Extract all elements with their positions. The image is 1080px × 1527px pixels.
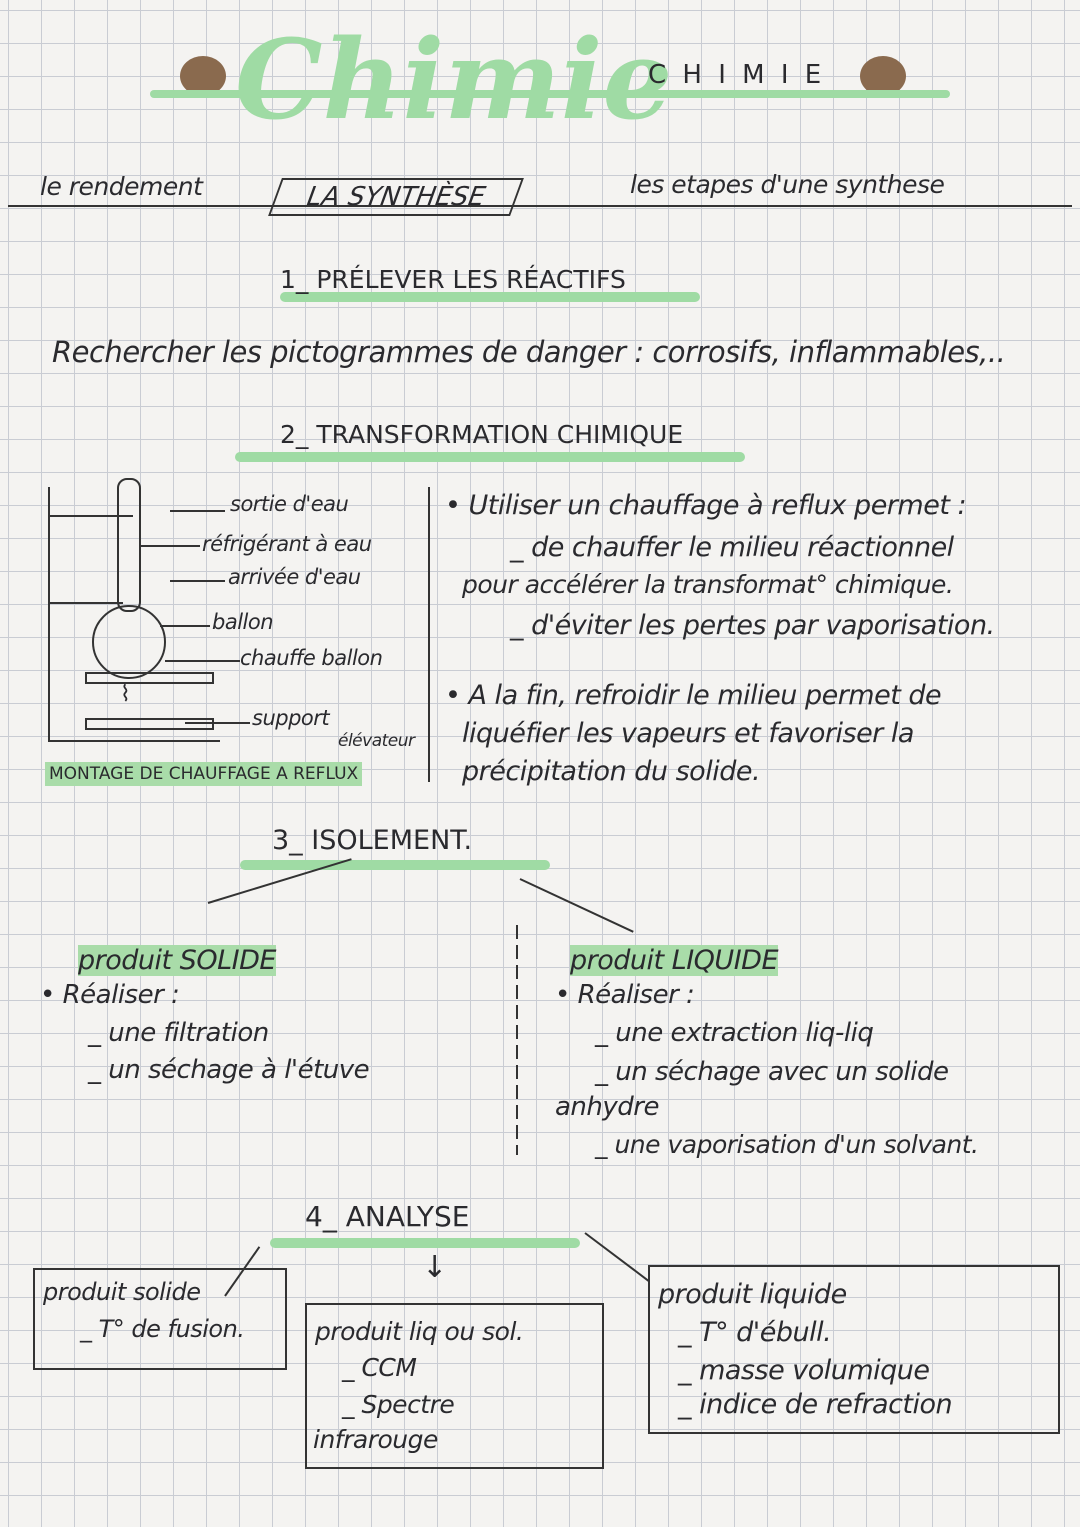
- s4-highlight: [270, 1238, 580, 1248]
- liquid-line: anhydre: [555, 1092, 659, 1122]
- header-right: les etapes d'une synthese: [630, 170, 945, 199]
- s3-heading: 3_ ISOLEMENT.: [272, 825, 473, 856]
- label-sortie: sortie d'eau: [230, 492, 349, 516]
- liquid-line: _ une extraction liq-liq: [595, 1018, 874, 1048]
- s2-line: liquéfier les vapeurs et favoriser la: [462, 718, 914, 749]
- analysis-box-liq-sol: [305, 1303, 604, 1469]
- liquid-line: _ une vaporisation d'un solvant.: [595, 1130, 979, 1159]
- s3-divider: [516, 925, 518, 1155]
- s1-text: Rechercher les pictogrammes de danger : corrosifs, inflammables,..: [52, 335, 1006, 369]
- solid-line: • Réaliser :: [40, 980, 180, 1010]
- s2-line: précipitation du solide.: [462, 756, 761, 787]
- analysis-box-solid: [33, 1268, 287, 1370]
- s3-highlight: [240, 860, 550, 870]
- box-line: _ indice de refraction: [678, 1389, 953, 1420]
- box-line: _ T° d'ébull.: [678, 1317, 832, 1348]
- label-ballon: ballon: [212, 610, 274, 634]
- header-center: LA SYNTHÈSE: [268, 178, 524, 216]
- label-chauffe: chauffe ballon: [240, 646, 383, 670]
- diagram-caption: MONTAGE DE CHAUFFAGE A REFLUX: [45, 762, 362, 786]
- label-elevateur: élévateur: [338, 731, 415, 751]
- header-rule: [8, 205, 1072, 207]
- label-support: support: [252, 706, 330, 730]
- heater: [85, 672, 214, 684]
- spring-icon: ⌇: [120, 682, 131, 707]
- box-line: _ T° de fusion.: [80, 1315, 245, 1343]
- box-line: _ CCM: [342, 1353, 417, 1382]
- liquid-title: produit LIQUIDE: [570, 945, 779, 976]
- label-refrigerant: réfrigérant à eau: [202, 532, 372, 556]
- analysis-box-liquid: [648, 1265, 1060, 1434]
- solid-line: _ une filtration: [88, 1018, 269, 1048]
- solid-title: produit SOLIDE: [78, 945, 276, 976]
- s4-heading: 4_ ANALYSE: [305, 1200, 470, 1233]
- s2-divider: [428, 487, 430, 782]
- title-small: C H I M I E: [648, 60, 826, 90]
- title-decorative: Chimie: [235, 15, 673, 144]
- box-line: _ masse volumique: [678, 1355, 930, 1386]
- s2-heading: 2_ TRANSFORMATION CHIMIQUE: [280, 420, 684, 449]
- label-arrivee: arrivée d'eau: [228, 565, 361, 589]
- flask: [92, 605, 166, 679]
- box-line: produit liq ou sol.: [315, 1317, 524, 1346]
- arrow-down-icon: ↓: [422, 1250, 448, 1285]
- liquid-line: _ un séchage avec un solide: [595, 1057, 949, 1087]
- s2-line: pour accélérer la transformat° chimique.: [462, 570, 954, 599]
- box-line: _ Spectre: [342, 1390, 455, 1419]
- header-left: le rendement: [40, 172, 203, 201]
- box-line: produit liquide: [658, 1279, 847, 1310]
- liquid-line: • Réaliser :: [555, 980, 695, 1010]
- s2-line: • Utiliser un chauffage à reflux permet :: [445, 490, 967, 521]
- box-line: produit solide: [43, 1278, 201, 1306]
- s1-heading: 1_ PRÉLEVER LES RÉACTIFS: [280, 265, 626, 294]
- s2-line: • A la fin, refroidir le milieu permet de: [445, 680, 942, 711]
- s2-line: _ d'éviter les pertes par vaporisation.: [510, 610, 995, 641]
- lab-jack: [85, 718, 214, 730]
- s2-highlight: [235, 452, 745, 462]
- condenser: [117, 478, 141, 612]
- s2-line: _ de chauffer le milieu réactionnel: [510, 532, 954, 563]
- solid-line: _ un séchage à l'étuve: [88, 1055, 370, 1085]
- box-line: infrarouge: [313, 1425, 438, 1454]
